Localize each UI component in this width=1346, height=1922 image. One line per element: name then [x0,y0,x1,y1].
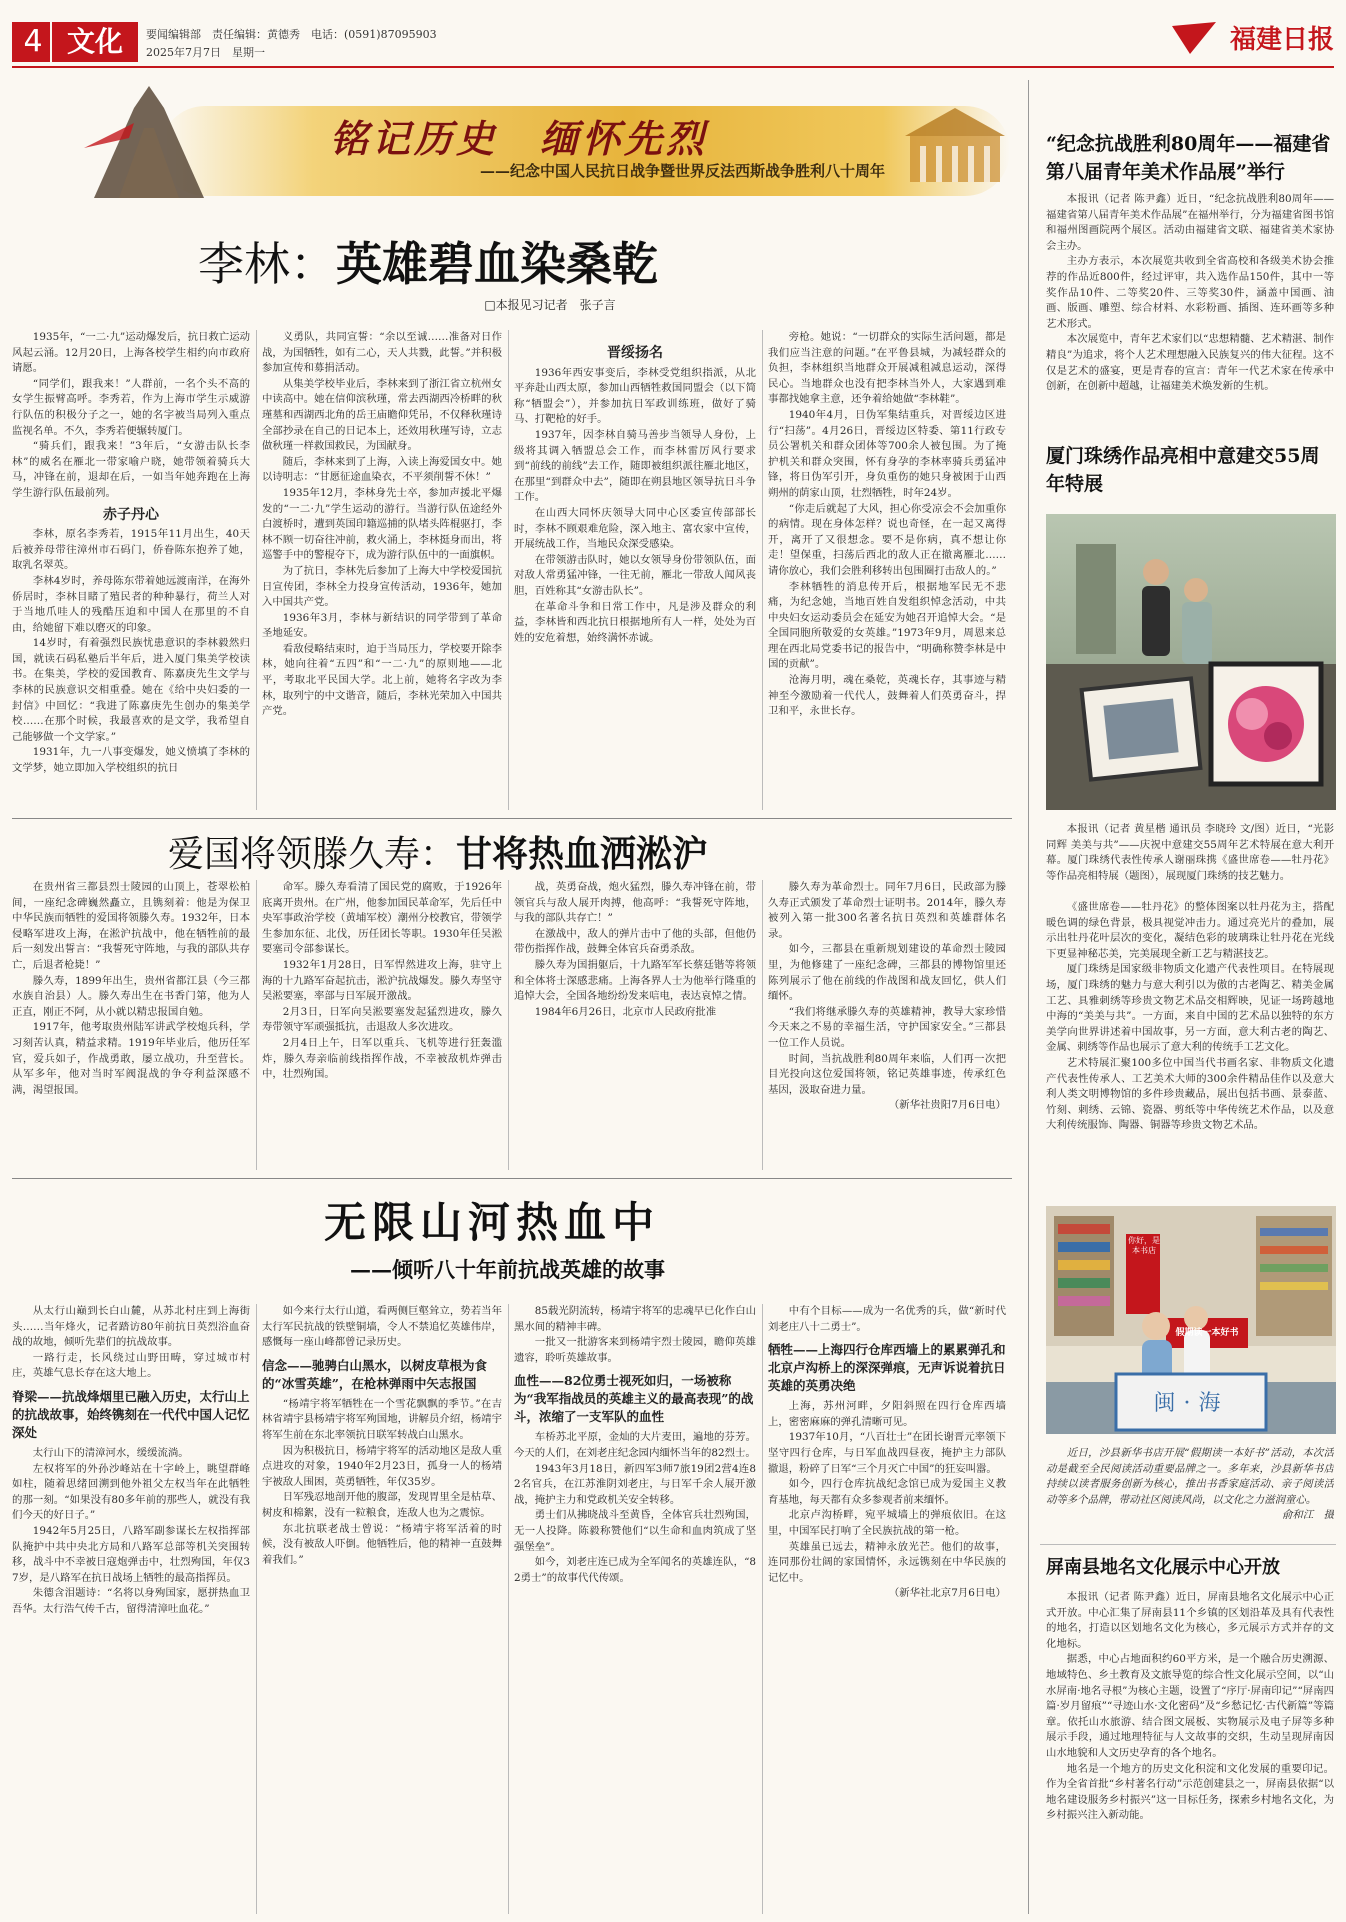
paragraph: “杨靖宇将军牺牲在一个雪花飘飘的季节。”在吉林省靖宇县杨靖宇将军殉国地，讲解员介绍，杨靖宇将军生前在东北率领抗日联军转战白山黑水。 [262,1397,502,1441]
paragraph: 1935年，“一二·九”运动爆发后，抗日救亡运动风起云涌。12月20日，上海各校学生相约向市政府请愿。 [12,331,250,375]
paragraph: 沧海月明，魂在桑乾，英魂长存，其事迹与精神至今激励着一代代人，鼓舞着人们英勇奋斗，捍卫和平，永世长存。 [768,674,1006,718]
paragraph: “骑兵们，跟我来！”3年后，“女游击队长李林”的威名在雁北一带家喻户晓，她带领着骑兵大马，冲锋在前，退却在后，一如当年她奔跑在上海学生游行队伍最前列。 [12,440,250,499]
paragraph: 艺术特展汇聚100多位中国当代书画名家、非物质文化遗产代表性传承人、工艺美术大师的300余件精品佳作以及意大利人类文明博物馆的多件珍贵藏品，展出包括书画、景泰蓝、竹刻、刺绣、云锦、瓷器、剪纸等中华传统艺术作品，以及意大利传统服饰、陶器、铜器等珍贵文物艺术品。 [1046,1056,1334,1132]
article1-title-main: 英雄碧血染桑乾 [336,237,658,291]
paragraph: 85载光阴流转，杨靖宇将军的忠魂早已化作白山黑水间的精神丰碑。 [514,1305,756,1333]
section-divider [12,818,1012,819]
article3-col4 [768,1304,1006,1914]
paragraph: 如今来行太行山道，看两侧巨壑耸立，势若当年太行军民抗战的铁壁铜墙，令人不禁追忆英雄伟岸，感慨每一座山峰都曾记录历史。 [262,1305,502,1349]
paragraph: 14岁时，有着强烈民族忧患意识的李林毅然归国，就读石码私塾后半年后，进入厦门集美学校读书。在集美，学校的爱国教育、陈嘉庚先生文学与李林的民族意识交相重叠。她在《给中央妇委的一封信》中回忆：“我进了陈嘉庚先生创办的集美学校……在那个时候，我最喜欢的是文学，我希望自己能够做一个文学家。” [12,637,250,743]
article3-subhead-1: 脊梁——抗战烽烟里已融入历史，太行山上的抗战故事，始终镌刻在一代代中国人记忆深处 [12,1388,250,1440]
paragraph: 《盛世席卷——牡丹花》的整体图案以牡丹花为主，搭配暖色调的绿色背景，极具视觉冲击力。通过亮光片的叠加，展示出牡丹花叶层次的变化，凝结色彩的玻璃珠让牡丹花在光线下更显神秘芯美，完美展现全新工艺与精湛技艺。 [1046,901,1334,960]
paragraph: 1937年10月，“八百壮士”在团长谢晋元率领下坚守四行仓库，与日军血战四昼夜，掩护主力部队撤退，粉碎了日军“三个月灭亡中国”的狂妄叫嚣。 [768,1431,1006,1475]
paragraph: 李林牺牲的消息传开后，根据地军民无不悲痛，为纪念她，当地百姓自发组织悼念活动，中共中央妇女运动委员会在延安为她召开追悼大会。“是全国同胞所敬爱的女英雄。”1973年9月，周恩来总理在西北局党委书记的报告中，“明确称赞李林是中国的贡献”。 [768,580,1006,671]
paragraph: 如今，四行仓库抗战纪念馆已成为爱国主义教育基地，每天都有众多参观者前来缅怀。 [768,1478,1006,1506]
paragraph: 如今，三都县在重新规划建设的革命烈士陵园里，为他修建了一座纪念碑，三都县的博物馆里还陈列展示了他在前线的作战图和战友回忆，供人们缅怀。 [768,943,1006,1003]
paragraph: 2月3日，日军向吴淞要塞发起猛烈进攻，滕久寿带领守军顽强抵抗，击退敌人多次进攻。 [262,1005,502,1034]
paragraph: 随后，李林来到了上海，入读上海爱国女中。她以诗明志：“甘愿征途血染衣，不平须削誓不休！” [262,455,502,484]
paragraph: 厦门珠绣是国家级非物质文化遗产代表性项目。在特展现场，厦门珠绣的魅力与意大利引以为傲的古老陶艺、精美金属工艺、具雅刺绣等珍贵文物艺术品交相辉映，见证一场跨越地中海的“美美与共”。一方面，来自中国的艺术品以独特的东方美学向世界讲述着中国故事，另一方面，意大利古老的陶艺、金属、刺绣等作品也展示了意大利的传统手工艺文化。 [1046,963,1334,1054]
paragraph: 如今，刘老庄连已成为全军闻名的英雄连队，“82勇士”的故事代代传颂。 [514,1556,756,1584]
paragraph: 据悉，中心占地面积约60平方米，是一个融合历史溯源、地域特色、乡土教育及文旅导览的综合性文化展示空间，以“山水屏南·地名寻根”为核心主题，设置了“序厅·屏南印记”“屏南四篇·岁月留痕”“寻迹山水·文化密码”及“乡愁记忆·古代新篇”等篇章。依托山水旅游、结合图文展板、实物展示及电子屏等多种展示手段，通过地理特征与人文故事的交织，生动呈现屏南因山水地貌和人文历史孕育的各个地名。 [1046,1653,1334,1759]
paragraph: 旁枪。她说：“一切群众的实际生活问题，都是我们应当注意的问题。”在平鲁县城，为减轻群众的负担，李林组织当地群众开展减租减息运动，深得民心。当地群众也没有把李林当外人，大家遇到难事都找她拿主意，还争着给她做“李林鞋”。 [768,331,1006,406]
paragraph: 1932年1月28日，日军悍然进攻上海，驻守上海的十九路军奋起抗击，淞沪抗战爆发。滕久寿坚守吴淞要塞，率部与日军展开激战。 [262,958,502,1003]
paragraph: “你走后就起了大风，担心你受凉会不会加重你的病情。现在身体怎样？说也奇怪，在一起又离得开，离开了又很想念。要不是你病，真不想让你走！望保重，扫荡后西北的敌人正在撤离雁北……请你放心，我们会胜利移转出包围圈打击敌人的。” [768,502,1006,577]
section-divider [12,1178,1012,1179]
section-label: 文化 [52,22,138,62]
paragraph: 地名是一个地方的历史文化积淀和文化发展的重要印记。作为全省首批“乡村著名行动”示范创建县之一，屏南县依据“以地名建设服务乡村振兴”这一目标任务，探索乡村地名文化，为乡村振兴注入新动能。 [1046,1762,1334,1822]
article1-title [198,228,658,294]
masthead-rule [12,66,1334,68]
paragraph: 本报讯（记者 陈尹鑫）近日，屏南县地名文化展示中心正式开放。中心汇集了屏南县11个乡镇的区划沿革及具有代表性的地名，打造以区划地名文化为核心，多元展示方式并存的文化地标。 [1046,1591,1334,1650]
article2-col3 [514,880,756,1170]
paragraph: 中有个目标——成为一名优秀的兵，做“新时代刘老庄八十二勇士”。 [768,1305,1006,1333]
paragraph: 2月4日上午，日军以重兵、飞机等进行狂轰滥炸，滕久寿亲临前线指挥作战，不幸被敌机炸弹击中，壮烈殉国。 [262,1036,502,1081]
paragraph: 车桥苏北平原，金灿的大片麦田，遍地的芬芳。今天的人们，在刘老庄纪念园内缅怀当年的82烈士。 [514,1431,756,1459]
paragraph: 1935年12月，李林身先士卒，参加声援北平爆发的“一二·九”学生运动的游行。当游行队伍途经外白渡桥时，遭到英国印籍巡捕的队堵头阵棍驱打，李林不顾一切奋往冲前，救火涌上，李林挺身而出，将巡警手中的警棍夺下，成为游行队伍中的一面旗帜。 [262,486,502,562]
paragraph: 在激战中，敌人的弹片击中了他的头部，但他仍带伤指挥作战，鼓舞全体官兵奋勇杀敌。 [514,927,756,956]
paragraph: 朱德含泪题诗：“名将以身殉国家，愿拼热血卫吾华。太行浩气传千古，留得清漳吐血花。” [12,1587,250,1615]
column-rule [256,880,257,1170]
paragraph: 时间，当抗战胜利80周年来临，人们再一次把目光投向这位爱国将领，铭记英雄事迹，传承红色基因，汲取奋进力量。 [768,1052,1006,1096]
paragraph: 1940年4月，日伪军集结重兵，对晋绥边区进行“扫荡”。4月26日，晋绥边区特委、第11行政专员公署机关和群众团体等700余人被包围。为了掩护机关和群众突围，怀有身孕的李林率骑兵勇猛冲锋，将日伪军引开，身负重伤的她只身被困于山西朔州的荫家山顶，壮烈牺牲，时年24岁。 [768,408,1006,499]
article1-col3 [514,340,756,810]
sidebar-story2-caption: 本报讯（记者 黄星楷 通讯员 李晓玲 文/图）近日，“光影同辉 美美与共”——庆祝中意建交55周年艺术特展在意大利开幕。厦门珠绣代表性传承人谢丽珠携《盛世席卷——牡丹花》等作品亮相特展（题图），展现厦门珠绣的技艺魅力。 [1046,823,1334,882]
paragraph: 1943年3月18日，新四军3师7旅19团2营4连82名官兵，在江苏淮阴刘老庄，与日军千余人展开激战，掩护主力和党政机关安全转移。 [514,1462,756,1506]
dateline: （新华社北京7月6日电） [888,1587,1006,1600]
column-rule [762,1304,763,1914]
section-divider [1040,1544,1336,1545]
sidebar-rule [1028,80,1029,1914]
article2-title [168,826,708,877]
paragraph: 看敌侵略结束时，迫于当局压力，学校要开除李林，她向往着“五四”和“一二·九”的原则地——北平，考取北平民国大学。北上前，她将名字改为李林，取列宁的中文谐音，随后，李林光荣加入中国共产党。 [262,642,502,718]
article1-col1 [12,330,250,810]
bookstore-sign-top: 你好，是本书店 [1128,1236,1160,1255]
sidebar-story2-body [1046,900,1334,1200]
bookstore-sign-bottom: 假期读一本好书 [1175,1328,1239,1338]
sidebar-story1-title: “纪念抗战胜利80周年——福建省第八届青年美术作品展”举行 [1046,133,1331,183]
great-hall-icon [900,96,1010,196]
paragraph: 一批又一批游客来到杨靖宇烈士陵园，瞻仰英雄遗容，聆听英雄故事。 [514,1336,756,1364]
page-number: 4 [23,24,43,59]
article1-title-name: 李林： [198,237,336,291]
paragraph: 日军残忍地剖开他的腹部，发现胃里全是枯草、树皮和棉絮，没有一粒粮食，连敌人也为之震惊。 [262,1491,502,1519]
paragraph: 从太行山巅到长白山麓，从苏北村庄到上海街头……当年烽火，记者踏访80年前抗日英烈浴血奋战的故地，倾听先辈们的抗战故事。 [12,1305,250,1349]
paragraph: 李林4岁时，养母陈东带着她远渡南洋，在海外侨居时，李林目睹了殖民者的种种暴行，荷兰人对于当地爪哇人的残酷压迫和中国人在那里的不自由，给她留下难以磨灭的印象。 [12,574,250,634]
article3-subtitle: ——倾听八十年前抗战英雄的故事 [350,1257,665,1282]
column-rule [256,330,257,810]
paragraph: 在山西大同怀庆领导大同中心区委宣传部部长时，李林不顾艰难危险，深入地主、富农家中宣传，开展统战工作，当地民众深受感染。 [514,506,756,551]
article3-subhead-3: 血性——82位勇士视死如归，一场被称为“我军指战员的英雄主义的最高表现”的战斗，浓缩了一支军队的血性 [514,1373,754,1425]
paragraph: 滕久寿，1899年出生，贵州省都江县（今三都水族自治县）人。滕久寿出生在书香门第，他为人正直，刚正不阿，从小就以精忠报国自勉。 [12,974,250,1018]
paragraph: 左权将军的外孙沙峰站在十字岭上，眺望群峰如柱，随着思绪回溯到他外祖父左权当年在此牺牲的那一刻。“如果没有80多年前的那些人，就没有我们今天的好日子。” [12,1462,250,1522]
paragraph: 李林，原名李秀若，1915年11月出生，40天后被养母带往漳州市石码门，侨眷陈东抱养了她，取乳名翠英。 [12,528,250,572]
paragraph: 一路行走，长风绕过山野田畴，穿过城市村庄，英雄气息长存在这大地上。 [12,1351,250,1380]
exhibit-scene-icon [1046,514,1336,810]
paragraph: 英雄虽已远去，精神永放光芒。他们的故事，连同那份壮阔的家国情怀，永远镌刻在中华民族的记忆中。 [768,1540,1006,1584]
paragraph: 滕久寿为国捐躯后，十九路军军长蔡廷锴等将领和全体将士深感悲痛。上海各界人士为他举行隆重的追悼大会，全国各地纷纷发来唁电，表达哀悼之情。 [514,958,756,1003]
newspaper-logo: 福建日报 [1229,25,1334,55]
monument-icon [74,78,224,208]
book-cover-title: 闽·海 [1153,1391,1229,1416]
article2-col1 [12,880,250,1170]
article1-subhead-1: 赤子丹心 [103,506,159,523]
paragraph: 1936年3月，李林与新结识的同学带到了革命圣地延安。 [262,611,502,640]
article3-col2 [262,1304,502,1914]
column-rule [508,880,509,1170]
paragraph: 东北抗联老战士曾说：“杨靖宇将军活着的时候，没有被敌人吓倒。他牺牲后，他的精神一直鼓舞着我们。” [262,1522,502,1566]
paragraph: 战，英勇奋战，炮火猛烈，滕久寿冲锋在前，带领官兵与敌人展开肉搏，他高呼：“我誓死守阵地，与我的部队共存亡！” [514,881,756,925]
sidebar-story4-body [1046,1590,1334,1914]
photo-caption: 近日，沙县新华书店开展“假期读一本好书”活动，本次活动是截至全民阅读活动重要品牌之一。多年来，沙县新华书店持续以读者服务创新为核心，推出书香家庭活动、亲子阅读活动等多个品牌，带动社区阅读风尚，以文化之力滋润童心。 [1046,1447,1334,1506]
paragraph: 上海，苏州河畔，夕阳斜照在四行仓库西墙上，密密麻麻的弹孔清晰可见。 [768,1400,1006,1428]
column-rule [762,880,763,1170]
paragraph: 在革命斗争和日常工作中，凡是涉及群众的利益，李林皆和西北抗日根据地所有人一样，处处为百姓的安危着想，始终满怀赤诚。 [514,600,756,644]
paragraph: 勇士们从拂晓战斗至黄昏，全体官兵壮烈殉国，无一人投降。陈毅称赞他们“以生命和血肉筑成了坚强堡垒”。 [514,1509,756,1553]
article3-title: 无限山河热血中 [324,1198,661,1247]
paragraph: 本次展览中，青年艺术家们以“忠想精髓、艺术精湛、制作精良”为追求，将个人艺术理想融入民族复兴的伟大征程。这不仅是艺术的盛宴，更是青春的宣言：青年一代艺术家在传承中创新，在创新中超越，让福建美术焕发新的生机。 [1046,333,1334,393]
article3-col1 [12,1304,250,1914]
paragraph: “我们将继承滕久寿的英雄精神，教导大家珍惜今天来之不易的幸福生活，守护国家安全。”三都县一位工作人员说。 [768,1005,1006,1049]
dateline: （新华社贵阳7月6日电） [888,1099,1006,1112]
article2-col2 [262,880,502,1170]
article3-subhead-2: 信念——驰骋白山黑水，以树皮草根为食的“冰雪英雄”，在枪林弹雨中矢志报国 [262,1357,488,1391]
paragraph: 1931年，九一八事变爆发，她义愤填了李林的文学梦，她立即加入学校组织的抗日 [12,746,250,775]
column-rule [508,1304,509,1914]
paragraph: 1917年，他考取贵州陆军讲武学校炮兵科，学习刻苦认真，精益求精。1919年毕业后，他历任军官，爱兵如子，作战勇敢，屡立战功，升至营长。从军多年，他对当时军阀混战的争夺利益深感不满，渴望报国。 [12,1021,250,1096]
article1-subhead-2: 晋绥扬名 [607,345,663,361]
paragraph: 在带领游击队时，她以女领导身份带领队伍，面对敌人常勇猛冲锋，一往无前，雁北一带敌人闻风丧胆，百姓称其“女游击队长”。 [514,553,756,597]
article3-col3 [514,1304,756,1914]
paragraph: 北京卢沟桥畔，宛平城墙上的弹痕依旧。在这里，中国军民打响了全民族抗战的第一枪。 [768,1509,1006,1537]
article2-col4 [768,880,1006,1170]
paragraph: 滕久寿为革命烈士。同年7月6日，民政部为滕久寿正式颁发了革命烈士证明书。2014年，滕久寿被列入第一批300名著名抗日英烈和英雄群体名录。 [768,881,1006,940]
paragraph: 命军。滕久寿看清了国民党的腐败，于1926年底离开贵州。在广州，他参加国民革命军，先后任中央军事政治学校（黄埔军校）潮州分校教官，带领学生参加东征、北伐，历任团长等职。1930年任吴淞要塞司令部参谋长。 [262,881,502,956]
article1-col2 [262,330,502,810]
column-rule [508,330,509,810]
paragraph: 本报讯（记者 陈尹鑫）近日，“纪念抗战胜利80周年——福建省第八届青年美术作品展”在福州举行，分为福建省图书馆和福州图画院两个展区。活动由福建省文联、福建省美术家协会主办。 [1046,193,1334,252]
paragraph: 1984年6月26日，北京市人民政府批准 [534,1005,717,1018]
paragraph: 主办方表示，本次展览共收到全省高校和各级美术协会推荐的作品近800件，经过评审，共入选作品150件，其中一等奖作品10件、二等奖20件、三等奖30件，涵盖中国画、油画、版画、雕塑、综合材料、水彩粉画、插图、连环画等多种艺术形式。 [1046,255,1334,330]
sidebar-story2-title: 厦门珠绣作品亮相中意建交55周年特展 [1046,445,1320,495]
paragraph: 1937年，因李林自骑马善步当领导人身份，上级将其调入牺盟总会工作，而李林雷厉风行要求到“前线的前线”去工作，随即被组织派往雁北地区，在那里“到群众中去”，随即在朔县地区领导抗日斗争工作。 [514,428,756,504]
article2-title-name: 爱国将领滕久寿： [168,834,457,875]
article2-title-main: 甘将热血洒淞沪 [456,833,709,875]
editor-line: 要闻编辑部 责任编辑：黄德秀 电话：(0591)87095903 [146,28,437,41]
issue-date: 2025年7月7日 星期一 [146,46,265,59]
paragraph: 1936年西安事变后，李林受党组织指派，从北平奔赴山西太原，参加山西牺牲救国同盟会（以下简称“牺盟会”），并参加抗日军政训练班，做好了骑马、打靶枪的好手。 [514,366,756,426]
paragraph: 1942年5月25日，八路军副参谋长左权指挥部队掩护中共中央北方局和八路军总部等机关突围转移，战斗中不幸被日寇炮弹击中，壮烈殉国，年仅37岁，是八路军在抗日战场上牺牲的最高指挥员。 [12,1524,250,1584]
column-rule [762,330,763,810]
banner-title: 铭记历史 缅怀先烈 [330,116,709,161]
paragraph: 从集美学校毕业后，李林来到了浙江省立杭州女中读高中。她在信仰滨秋瑾，常去西湖西冷桥畔的秋瑾墓和西湖西北角的岳王庙瞻仰凭吊，不仅释秋瑾诗全部抄录在自己的日记本上，还效用秋瑾写诗，立志做秋瑾一样救国救民，为国献身。 [262,377,502,453]
article1-byline: □本报见习记者 张子言 [484,298,616,312]
embroidery-exhibit-photo [1046,514,1336,810]
article1-col1-lead [12,330,250,502]
article3-subhead-4: 牺牲——上海四行仓库西墙上的累累弹孔和北京卢沟桥上的深深弹痕，无声诉说着抗日英雄的英勇决绝 [768,1342,1006,1394]
paragraph: 因为积极抗日，杨靖宇将军的活动地区是敌人重点进攻的对象，1940年2月23日，孤身一人的杨靖宇被敌人围困，英勇牺牲，年仅35岁。 [262,1444,502,1488]
article1-col4 [768,330,1006,810]
paragraph: 在贵州省三都县烈士陵园的山顶上，苍翠松柏间，一座纪念碑巍然矗立，且镌刻着：他是为保卫中华民族而牺牲的爱国将领滕久寿。1932年，日本侵略军进攻上海，在淞沪抗战中，他在牺牲前的最后一刻发出誓言：“我誓死守阵地，与我的部队共存亡，后退者枪毙！” [12,881,250,971]
paragraph: “同学们，跟我来！”人群前，一名个头不高的女学生振臂高呼。李秀若，作为上海市学生示威游行队伍的积极分子之一，她的名字被当局列入重点监视名单。不久，李秀若便辗转厦门。 [12,377,250,437]
banner-subtitle: ——纪念中国人民抗日战争暨世界反法西斯战争胜利八十周年 [480,162,886,180]
sidebar-story4-title: 屏南县地名文化展示中心开放 [1046,1557,1280,1578]
paragraph: 义勇队，共同宣誓：“余以至诚……准备对日作战，为国牺牲，如有二心，天人共戮，此誓。”并积极参加宣传和募捐活动。 [262,331,502,375]
sidebar-story3-caption [1046,1446,1334,1532]
logo-icon [1170,18,1220,58]
paragraph: 太行山下的清漳河水，缓缓流淌。 [32,1446,189,1459]
photo-credit: 俞和江 摄 [1282,1509,1334,1522]
paragraph: 为了抗日，李林先后参加了上海大中学校爱国抗日宣传团，李林全力投身宣传活动，1936年，她加入中国共产党。 [262,564,502,609]
column-rule [256,1304,257,1914]
sidebar-story1-body [1046,192,1334,432]
